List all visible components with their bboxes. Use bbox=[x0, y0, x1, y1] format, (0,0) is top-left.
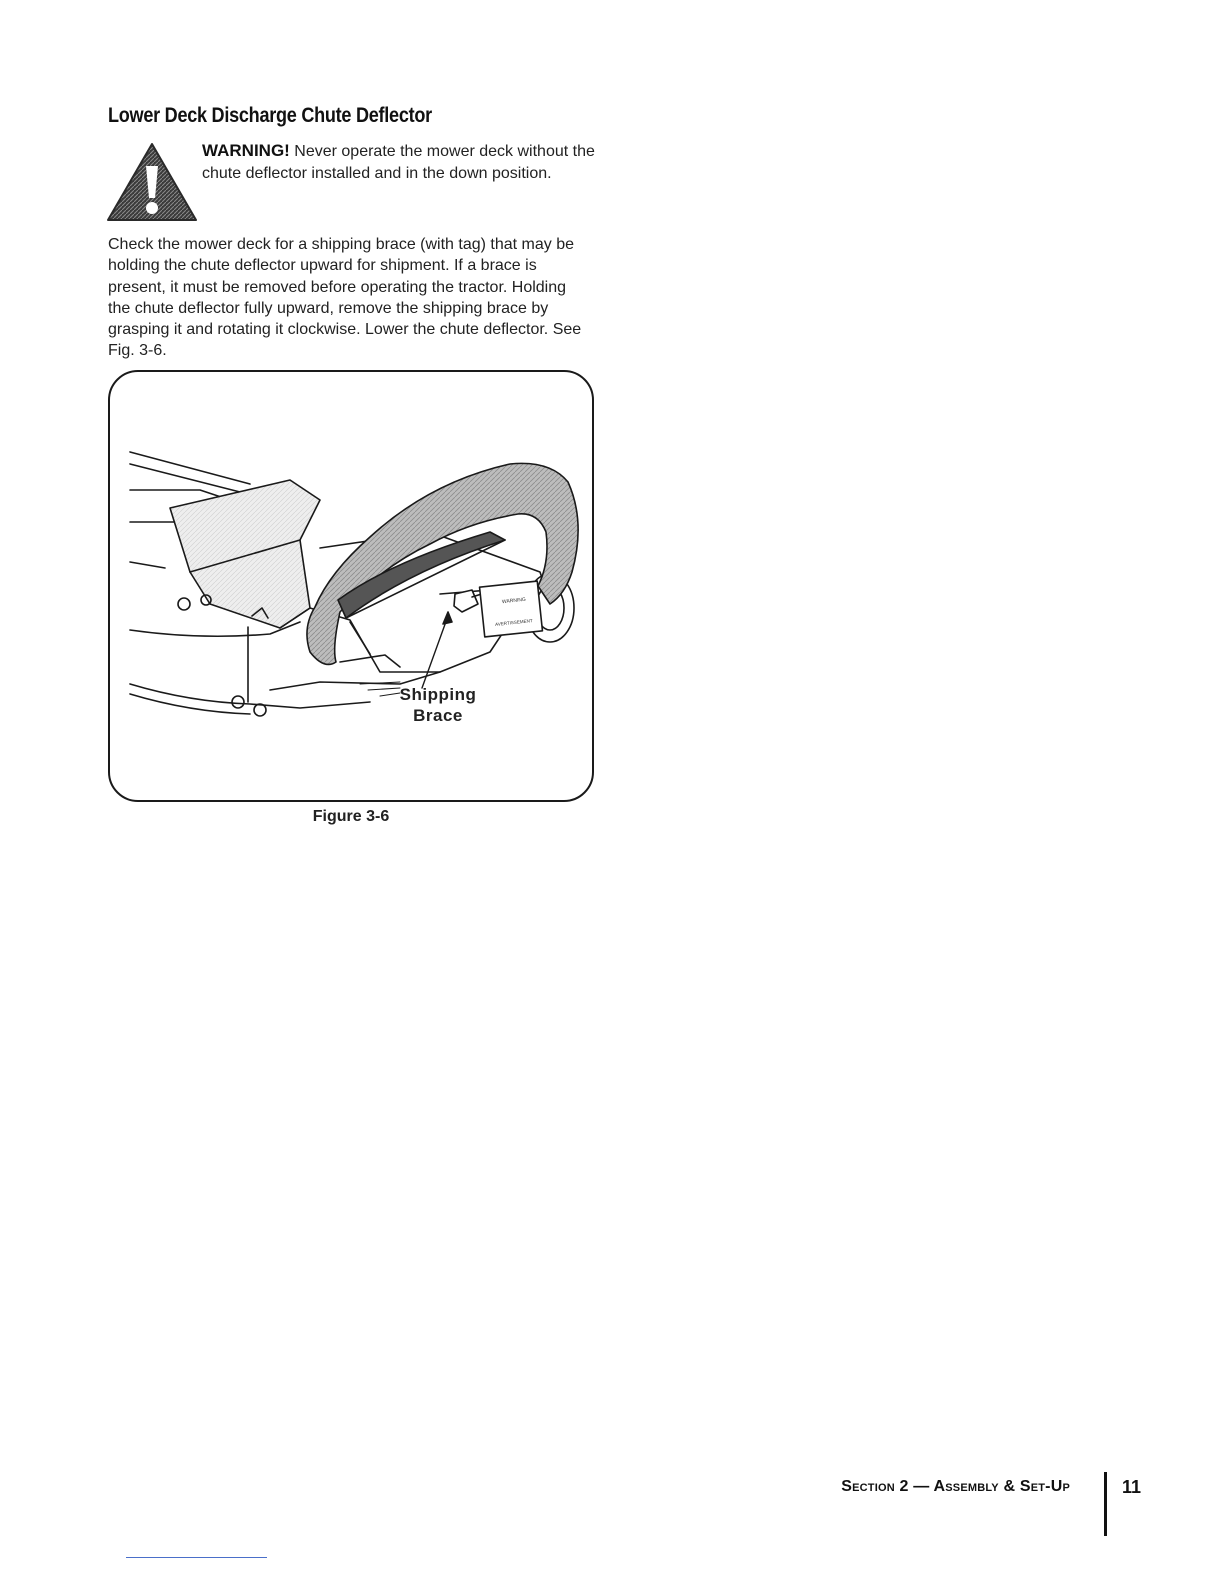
tag-avertissement-text: AVERTISSEMENT bbox=[494, 618, 533, 627]
figure-caption: Figure 3-6 bbox=[312, 808, 390, 825]
warning-text bbox=[202, 140, 602, 185]
bottom-rule bbox=[126, 1557, 267, 1558]
page-number: 11 bbox=[1122, 1477, 1142, 1497]
instructions-paragraph: Check the mower deck for a shipping brace (with tag) that may be holding the chute deflector upward for shipment. If a brace is present, it must be removed before operating the tractor. Holding the chute deflector fully upward, remove the shipping brace by grasping it and rotating it clockwise. Lower the chute deflector. See Fig. 3-6. bbox=[108, 236, 582, 360]
shipping-brace-callout bbox=[386, 684, 490, 726]
section-title: Lower Deck Discharge Chute Deflector bbox=[108, 104, 432, 127]
footer-section-label: Section 2 — Assembly & Set-Up bbox=[841, 1478, 1070, 1495]
warning-message: Never operate the mower deck without the chute deflector installed and in the down position. bbox=[202, 143, 595, 182]
warning-triangle-icon bbox=[106, 142, 198, 222]
warning-label: WARNING! bbox=[202, 141, 290, 160]
mower-deck-drawing bbox=[110, 372, 594, 802]
callout-line-2: Brace bbox=[413, 706, 463, 725]
figure-3-6-illustration bbox=[108, 370, 594, 802]
footer-divider bbox=[1104, 1472, 1107, 1536]
tag-warning-text: WARNING bbox=[501, 596, 527, 606]
callout-line-1: Shipping bbox=[399, 685, 477, 704]
